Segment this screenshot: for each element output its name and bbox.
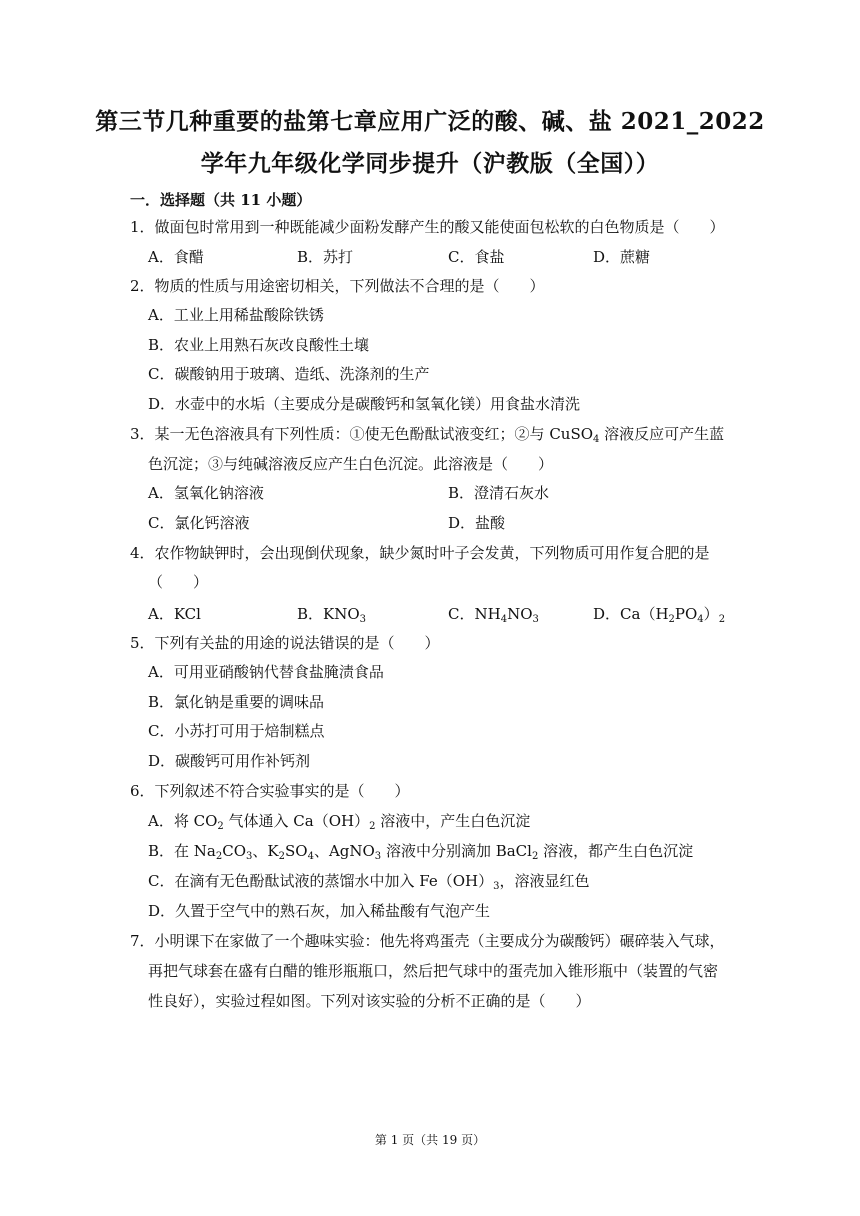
q4-option-b: B．$KNO_3$ xyxy=(297,605,367,625)
question-3-text-line-1: 3．某一无色溶液具有下列性质：①使无色酚酞试液变红；②与 CuSO$_4$ 溶液反应可产生蓝 xyxy=(130,425,725,445)
question-3-text-line-2: 色沉淀；③与纯碱溶液反应产生白色沉淀。此溶液是（ ） xyxy=(148,455,554,473)
title-line-2: 学年九年级化学同步提升（沪教版（全国）） xyxy=(200,150,660,177)
page-footer: 第 1 页（共 19 页） xyxy=(374,1133,486,1147)
q2-option-a: A．工业上用稀盐酸除铁锈 xyxy=(148,306,324,324)
q4-option-d: D．$Ca(H_2PO_4)_2$ xyxy=(593,605,726,625)
q1-option-d: D．蔗糖 xyxy=(593,248,651,266)
question-7-text-line-1: 7．小明课下在家做了一个趣味实验：他先将鸡蛋壳（主要成分为碳酸钙）碾碎装入气球， xyxy=(130,932,725,950)
q5-option-b: B．氯化钠是重要的调味品 xyxy=(148,693,325,711)
q2-option-d: D．水壶中的水垢（主要成分是碳酸钙和氢氧化镁）用食盐水清洗 xyxy=(148,395,581,413)
q4-option-c: C．$NH_4NO_3$ xyxy=(448,605,539,625)
q1-option-b: B．苏打 xyxy=(297,248,354,266)
question-4-text-line-1: 4．农作物缺钾时，会出现倒伏现象，缺少氮时叶子会发黄，下列物质可用作复合肥的是 xyxy=(130,544,710,562)
q6-option-c: C．在滴有无色酚酞试液的蒸馏水中加入 $Fe(OH)_3$，溶液显红色 xyxy=(148,872,590,892)
q5-option-d: D．碳酸钙可用作补钙剂 xyxy=(148,752,311,770)
q5-option-c: C．小苏打可用于焙制糕点 xyxy=(148,722,325,740)
q1-option-a: A．食醋 xyxy=(148,248,204,266)
section-heading: 一．选择题（共 11 小题） xyxy=(130,191,312,209)
q4-option-a: A．KCl xyxy=(148,605,201,623)
q2-option-b: B．农业上用熟石灰改良酸性土壤 xyxy=(148,336,370,354)
q6-option-a: A．将 $CO_2$ 气体通入 $Ca(OH)_2$ 溶液中，产生白色沉淀 xyxy=(148,812,531,832)
q3-option-d: D．盐酸 xyxy=(448,514,506,532)
question-6-text: 6．下列叙述不符合实验事实的是（ ） xyxy=(130,782,410,800)
question-1-text: 1．做面包时常用到一种既能减少面粉发酵产生的酸又能使面包松软的白色物质是（ ） xyxy=(130,218,725,236)
q5-option-a: A．可用亚硝酸钠代替食盐腌渍食品 xyxy=(148,663,384,681)
q3-option-c: C．氯化钙溶液 xyxy=(148,514,250,532)
question-4-text-line-2: （ ） xyxy=(148,573,209,591)
question-2-text: 2．物质的性质与用途密切相关，下列做法不合理的是（ ） xyxy=(130,277,545,295)
question-7-text-line-3: 性良好），实验过程如图。下列对该实验的分析不正确的是（ ） xyxy=(148,992,591,1010)
question-5-text: 5．下列有关盐的用途的说法错误的是（ ） xyxy=(130,634,440,652)
q2-option-c: C．碳酸钠用于玻璃、造纸、洗涤剂的生产 xyxy=(148,365,430,383)
q3-option-b: B．澄清石灰水 xyxy=(448,484,550,502)
q3-option-a: A．氢氧化钠溶液 xyxy=(148,484,264,502)
q6-option-b: B．在 $Na_2CO_3$、$K_2SO_4$、AgNO$_3$ 溶液中分别滴加 BaCl$_2$ 溶液，都产生白色沉淀 xyxy=(148,842,694,862)
title-line-1: 第三节几种重要的盐第七章应用广泛的酸、碱、盐 2021_2022 xyxy=(95,108,765,135)
question-7-text-line-2: 再把气球套在盛有白醋的锥形瓶瓶口，然后把气球中的蛋壳加入锥形瓶中（装置的气密 xyxy=(148,962,719,980)
q6-option-d: D．久置于空气中的熟石灰，加入稀盐酸有气泡产生 xyxy=(148,902,491,920)
q1-option-c: C．食盐 xyxy=(448,248,505,266)
